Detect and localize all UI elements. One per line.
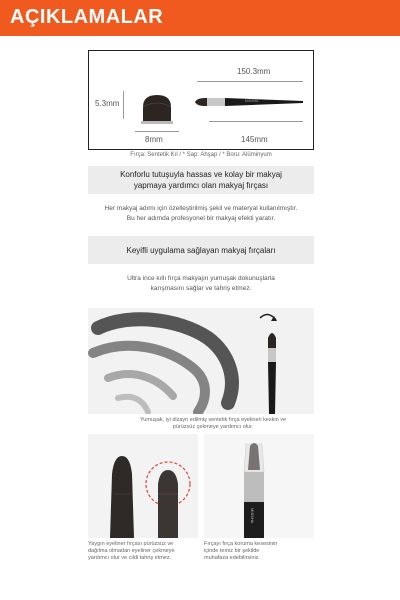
brush-tip-closeup-image <box>88 434 198 538</box>
width-line <box>135 131 179 132</box>
handle-length-label: 145mm <box>241 135 268 144</box>
section1-banner <box>88 166 314 194</box>
dimension-diagram <box>88 50 314 150</box>
section2-title: Keyifli uygulama sağlayan makyaj fırçaları <box>126 245 276 255</box>
brush-tip-photo <box>88 434 198 538</box>
photo3-caption <box>204 541 314 562</box>
photo2-caption <box>88 541 198 562</box>
section1-body-line2: Bu her adımda profesyonel bir makyaj efekti yaratır. <box>126 215 276 222</box>
spec-caption: Fırça: Sentetik Kıl / * Sap: Ahşap / * Boru: Alüminyum <box>130 152 272 158</box>
photo2-caption-line3: yardımcı olur ve cildi tahriş etmez. <box>88 555 172 561</box>
brush-cap-photo <box>204 434 314 538</box>
brush-with-cap-image <box>204 434 314 538</box>
photo3-caption-line3: muhafaza edebilirsiniz. <box>204 555 260 561</box>
section2-body-line2: karışmasını sağlar ve tahriş etmez. <box>150 285 252 292</box>
section1-title-line1: Konforlu tutuşuyla hassas ve kolay bir makyaj <box>120 170 282 179</box>
photo3-caption-line1: Fırçayı fırça koruma kesesinin <box>204 541 278 547</box>
brush-tip-icon <box>137 93 177 125</box>
height-label: 5.3mm <box>95 99 120 108</box>
section1-title-line2: yapmaya yardımcı olan makyaj fırçası <box>133 181 269 190</box>
photo3-brand-text: MISSHA <box>250 508 255 524</box>
section1-body <box>88 204 314 224</box>
stroke-swatch-image <box>88 308 314 414</box>
total-length-label: 150.3mm <box>237 67 271 76</box>
photo2-caption-line2: dağılma olmadan eyeliner çekmeye <box>88 548 175 554</box>
section2-banner <box>88 236 314 264</box>
total-length-line <box>197 81 303 82</box>
content-column <box>88 36 314 600</box>
photo1-caption-line2: pürüzsüz çekmeye yardımcı olur. <box>172 424 254 430</box>
section1-body-line1: Her makyaj adımı için özelleştirilmiş şekil ve materyal kullanılmıştır. <box>104 205 298 212</box>
swatch-photo <box>88 308 314 414</box>
page-title: AÇIKLAMALAR <box>10 6 164 28</box>
photo3-caption-line2: içinde temiz bir şekilde <box>204 548 260 554</box>
width-label: 8mm <box>145 135 163 144</box>
section2-body-line1: Ultra ince kıllı fırça makyajın yumuşak dokunuşlarla <box>127 275 275 282</box>
photo1-caption-line1: Yumuşak, iyi dizayn edilmiş sentetik fırça eyelineri keskin ve <box>139 417 287 423</box>
brush-brand-text: MISSHA <box>245 99 259 103</box>
height-line <box>123 91 124 119</box>
photo1-caption <box>118 417 308 431</box>
photo2-caption-line1: Yaygın eyeliner fırçası pürüzsüz ve <box>88 541 174 547</box>
section2-body <box>88 274 314 294</box>
page-header <box>0 0 400 36</box>
handle-length-line <box>209 121 303 122</box>
